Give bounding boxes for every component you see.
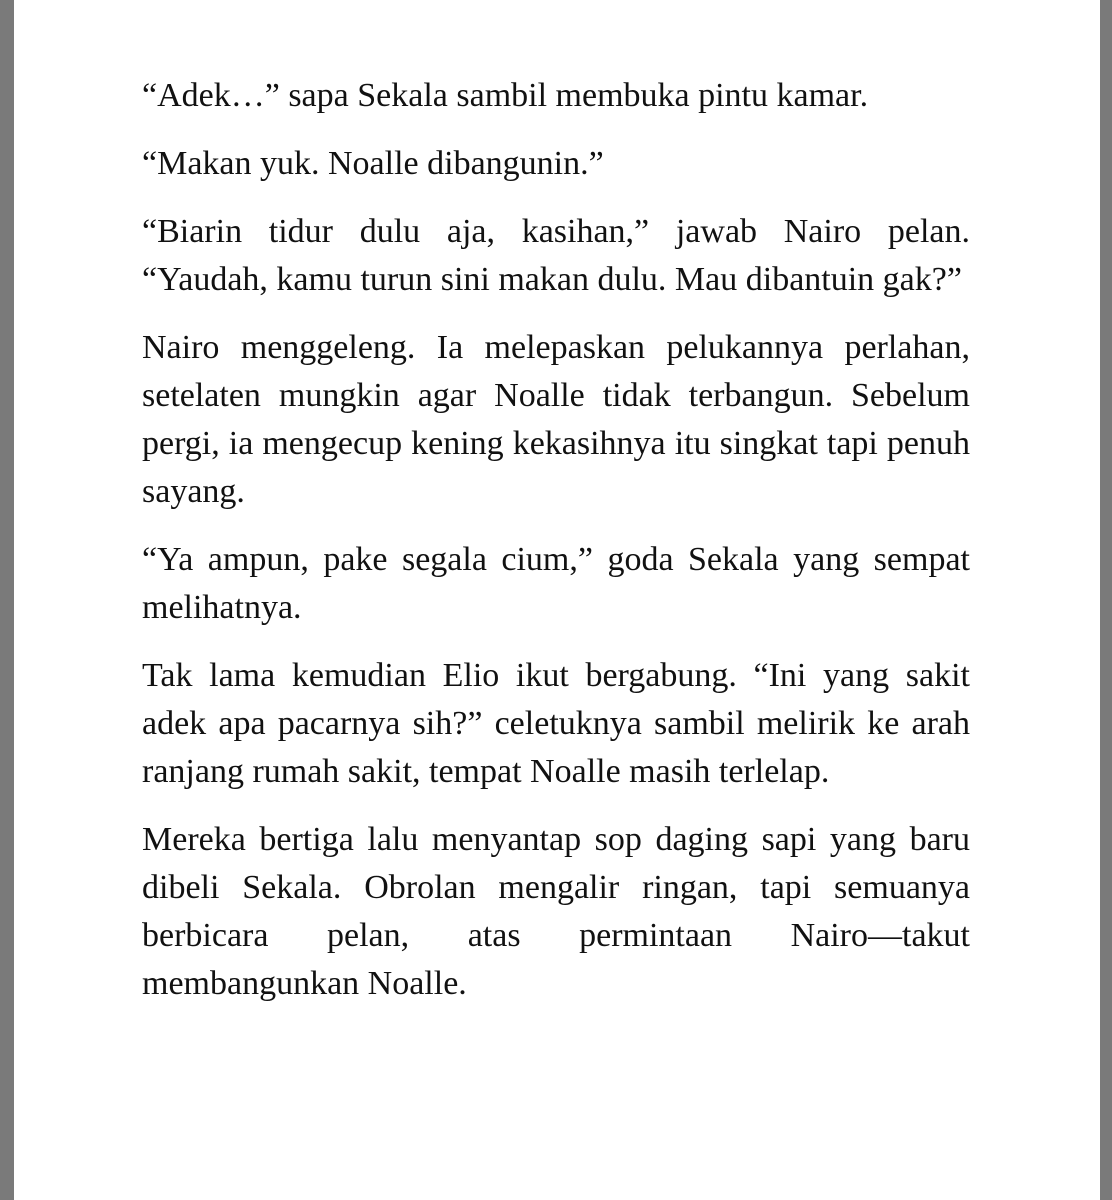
- right-page-edge: [1100, 0, 1112, 1200]
- paragraph-5: “Ya ampun, pake segala cium,” goda Sekala yang sempat melihatnya.: [142, 541, 970, 626]
- paragraph-2: “Makan yuk. Noalle dibangunin.”: [142, 145, 604, 182]
- paragraph-3: “Biarin tidur dulu aja, kasihan,” jawab Nairo pelan. “Yaudah, kamu turun sini makan dulu. Mau dibantuin gak?”: [142, 213, 970, 298]
- left-page-edge: [0, 0, 14, 1200]
- paragraph-1: “Adek…” sapa Sekala sambil membuka pintu kamar.: [142, 77, 869, 114]
- page-body: [142, 72, 970, 1028]
- paragraph-7: Mereka bertiga lalu menyantap sop daging sapi yang baru dibeli Sekala. Obrolan mengalir ringan, tapi semuanya berbicara pelan, atas permintaan Nairo—takut membangunkan Noalle.: [142, 821, 970, 1002]
- paragraph-4: Nairo menggeleng. Ia melepaskan pelukannya perlahan, setelaten mungkin agar Noalle tidak terbangun. Sebelum pergi, ia mengecup kening kekasihnya itu singkat tapi penuh sayang.: [142, 329, 970, 510]
- paragraph-6: Tak lama kemudian Elio ikut bergabung. “Ini yang sakit adek apa pacarnya sih?” celetuknya sambil melirik ke arah ranjang rumah sakit, tempat Noalle masih terlelap.: [142, 657, 970, 790]
